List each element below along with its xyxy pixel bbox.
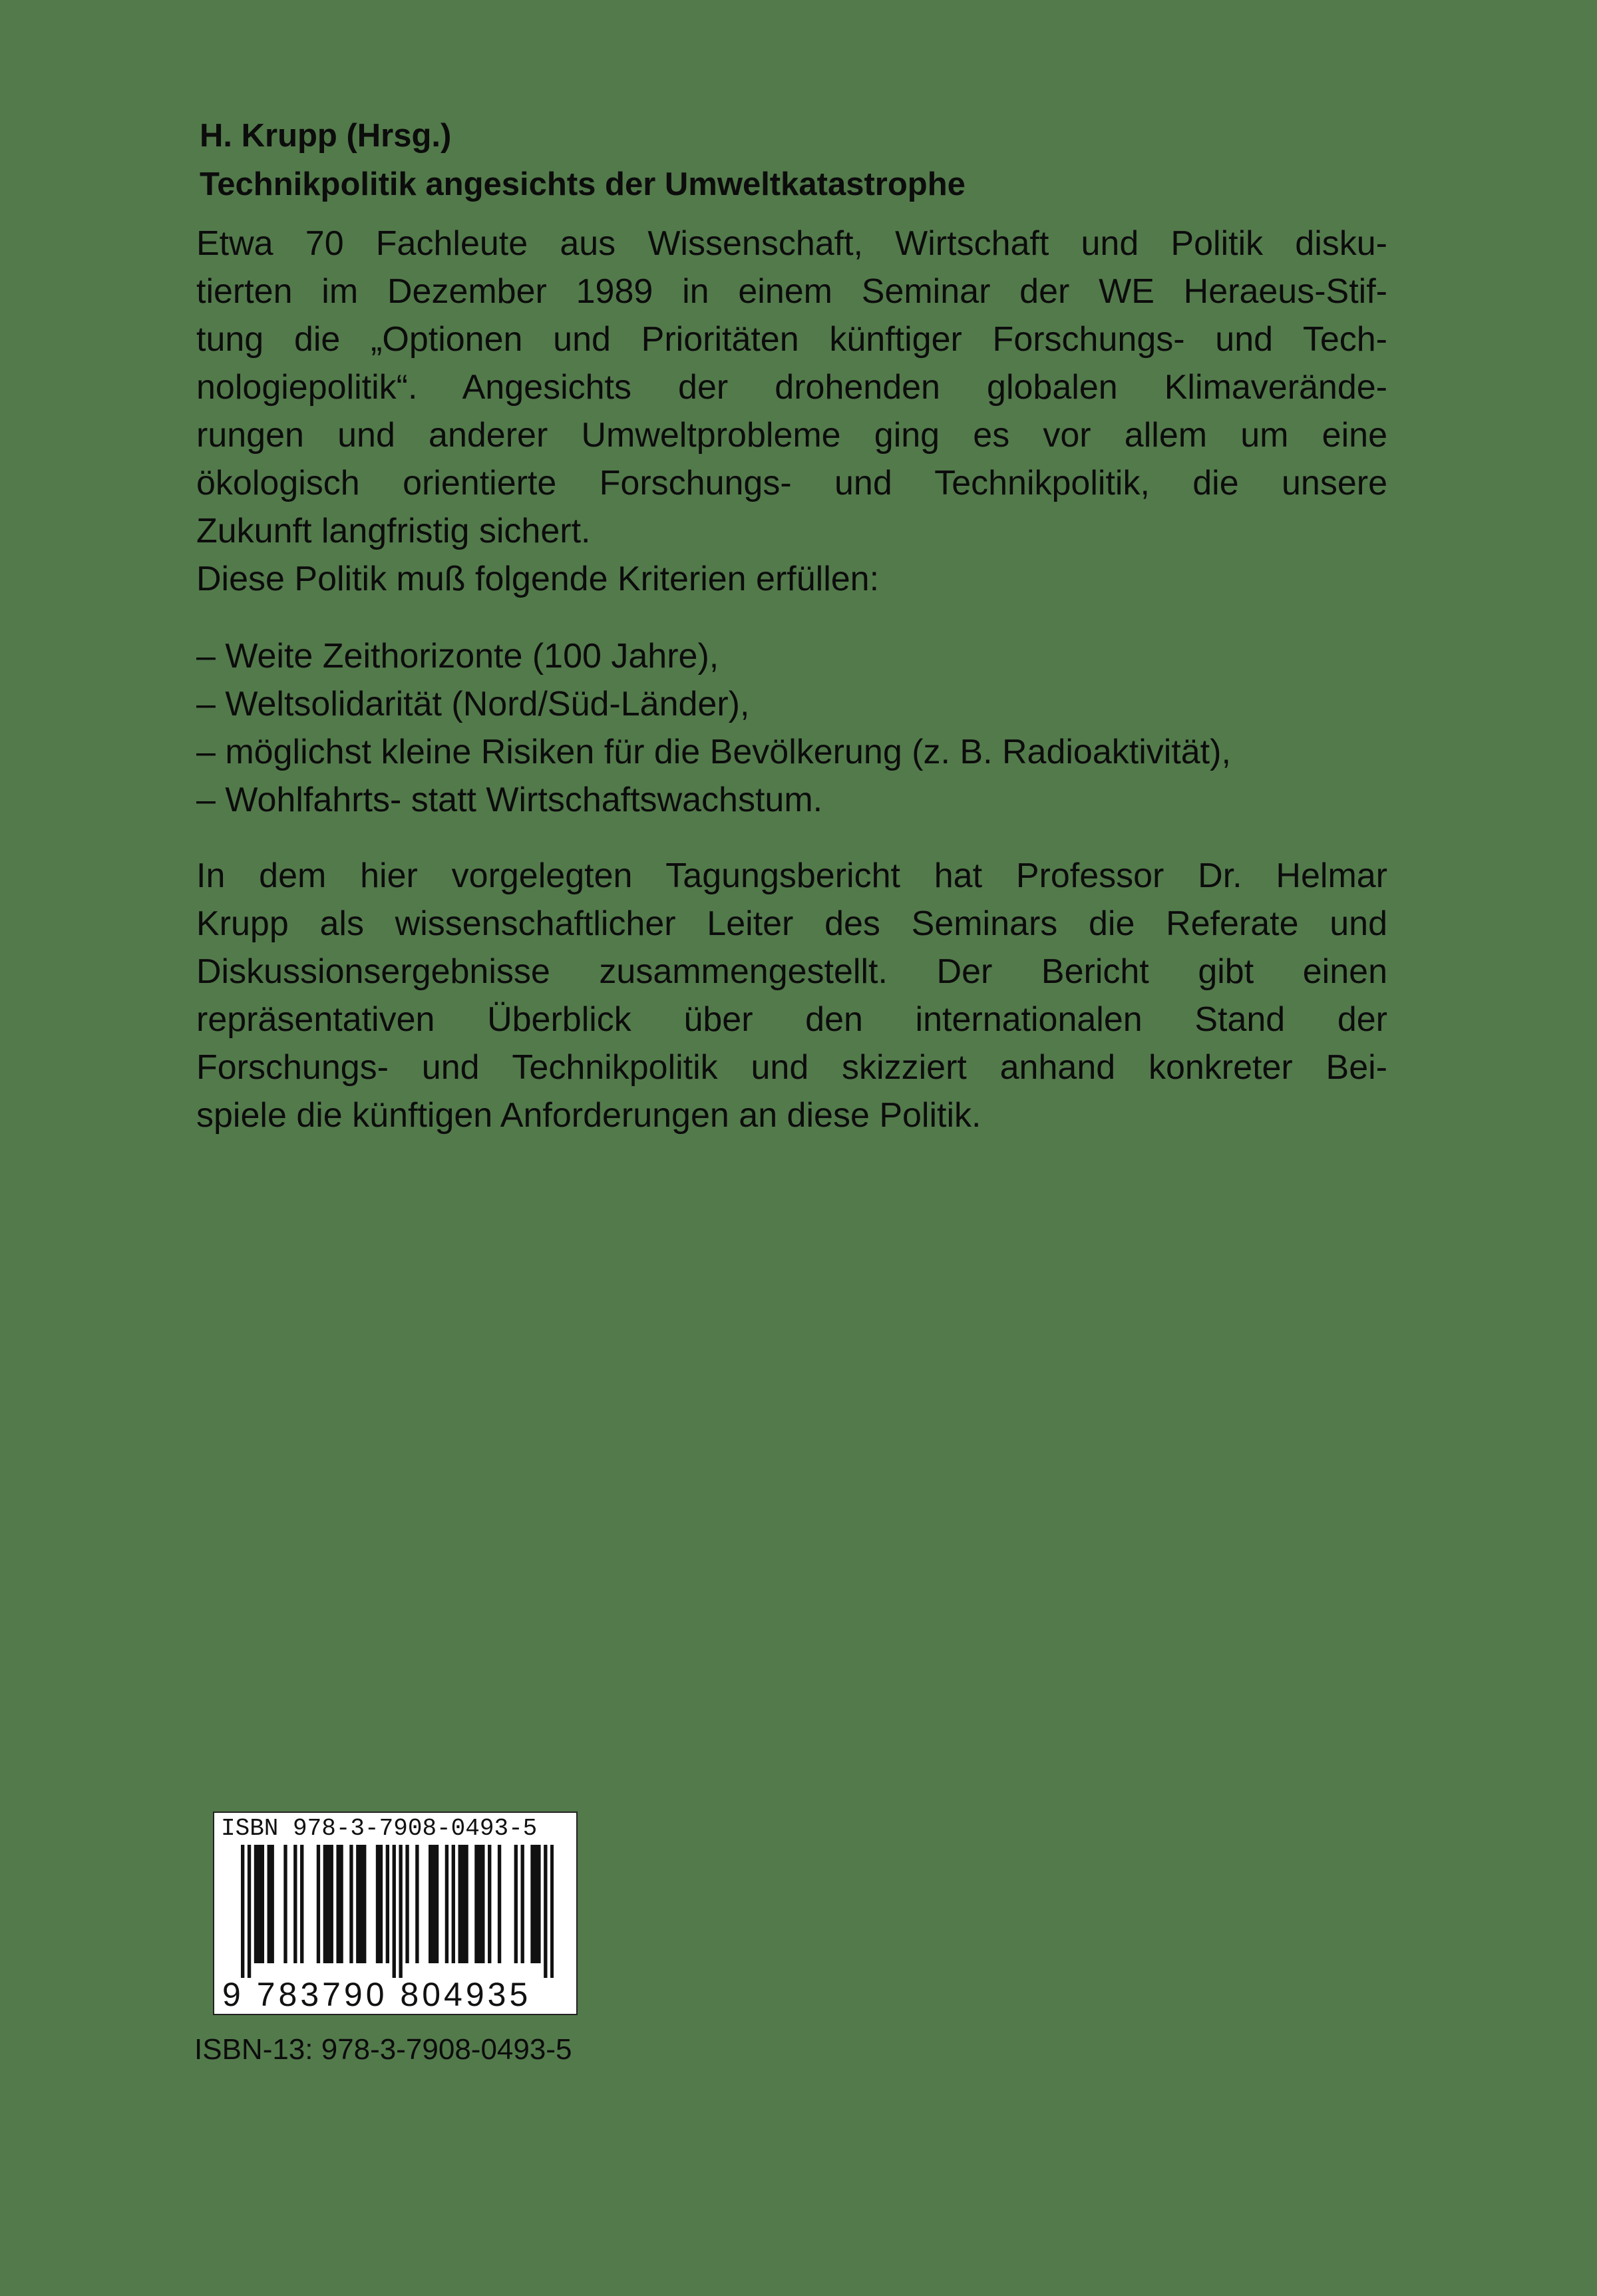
- barcode-bar: [379, 1845, 383, 1963]
- intro-paragraph: [196, 220, 1387, 603]
- barcode-bar: [339, 1845, 343, 1963]
- barcode-bar: [498, 1845, 501, 1963]
- barcode-bar: [481, 1845, 484, 1963]
- report-paragraph: [196, 852, 1387, 1139]
- intro-line: nologiepolitik“. Angesichts der drohenden globalen Klimaverände-: [196, 368, 1387, 407]
- report-line: Forschungs- und Technikpolitik und skizziert anhand konkreter Bei-: [196, 1048, 1387, 1087]
- barcode-bar: [415, 1845, 419, 1963]
- isbn-13: ISBN-13: 978-3-7908-0493-5: [194, 2033, 572, 2066]
- criteria-item: – Weltsolidarität (Nord/Süd-Länder),: [196, 685, 750, 723]
- report-line: repräsentativen Überblick über den internationalen Stand der: [196, 1000, 1387, 1039]
- barcode-bar: [267, 1845, 271, 1963]
- intro-line: Diese Politik muß folgende Kriterien erfüllen:: [196, 560, 880, 598]
- barcode-bar: [330, 1845, 333, 1963]
- barcode-bar: [317, 1845, 320, 1963]
- barcode-bar: [478, 1845, 481, 1963]
- barcode-bar: [405, 1845, 409, 1963]
- barcode-bar: [464, 1845, 468, 1963]
- barcode-bar: [461, 1845, 464, 1963]
- barcode-bar: [327, 1845, 330, 1963]
- barcode-bar: [283, 1845, 287, 1963]
- book-title: Technikpolitik angesichts der Umweltkatastrophe: [200, 166, 966, 202]
- report-line: In dem hier vorgelegten Tagungsbericht hat Professor Dr. Helmar: [196, 857, 1387, 895]
- barcode: [213, 1812, 578, 2015]
- intro-line: ökologisch orientierte Forschungs- und Technikpolitik, die unsere: [196, 464, 1387, 502]
- barcode-bar: [435, 1845, 439, 1963]
- barcode-bar: [254, 1845, 258, 1963]
- barcode-bar: [393, 1845, 396, 1978]
- barcode-bar: [537, 1845, 540, 1963]
- barcode-bar: [452, 1845, 455, 1963]
- intro-line: Etwa 70 Fachleute aus Wissenschaft, Wirtschaft und Politik disku-: [196, 224, 1387, 263]
- barcode-bar: [429, 1845, 432, 1963]
- barcode-bar: [356, 1845, 359, 1963]
- barcode-bar: [349, 1845, 353, 1963]
- barcode-bar: [399, 1845, 402, 1978]
- barcode-bar: [359, 1845, 363, 1963]
- barcode-bar: [521, 1845, 524, 1963]
- barcode-bar: [300, 1845, 303, 1963]
- intro-line: rungen und anderer Umweltprobleme ging es vor allem um eine: [196, 416, 1387, 455]
- barcode-bar: [336, 1845, 339, 1963]
- barcode-bar: [363, 1845, 366, 1963]
- criteria-item: – Weite Zeithorizonte (100 Jahre),: [196, 637, 719, 675]
- barcode-bar: [323, 1845, 327, 1963]
- barcode-bar: [241, 1845, 244, 1978]
- cover-heading: [200, 112, 1397, 209]
- intro-line: Zukunft langfristig sichert.: [196, 512, 591, 550]
- barcode-bar: [514, 1845, 518, 1963]
- barcode-bar: [271, 1845, 274, 1963]
- barcode-isbn-label: ISBN 978-3-7908-0493-5: [221, 1815, 538, 1842]
- barcode-bar: [550, 1845, 554, 1978]
- barcode-bar: [534, 1845, 537, 1963]
- barcode-bar: [474, 1845, 478, 1963]
- intro-line: tierten im Dezember 1989 in einem Seminar der WE Heraeus-Stif-: [196, 272, 1387, 311]
- criteria-item: – möglichst kleine Risiken für die Bevölkerung (z. B. Radioaktivität),: [196, 733, 1231, 771]
- intro-line: tung die „Optionen und Prioritäten künftiger Forschungs- und Tech-: [196, 320, 1387, 359]
- barcode-bar: [544, 1845, 547, 1978]
- criteria-item: – Wohlfahrts- statt Wirtschaftswachstum.: [196, 781, 823, 819]
- barcode-bars: [241, 1845, 554, 1978]
- barcode-bar: [248, 1845, 251, 1978]
- barcode-bar: [376, 1845, 379, 1963]
- barcode-bar: [258, 1845, 261, 1963]
- report-line: spiele die künftigen Anforderungen an diese Politik.: [196, 1096, 981, 1135]
- barcode-bar: [293, 1845, 297, 1963]
- barcode-bar: [261, 1845, 264, 1963]
- barcode-bar: [458, 1845, 462, 1963]
- barcode-digits: 9 783790 804935: [222, 1976, 532, 2013]
- report-line: Krupp als wissenschaftlicher Leiter des Seminars die Referate und: [196, 904, 1387, 943]
- barcode-bar: [432, 1845, 435, 1963]
- barcode-bar: [386, 1845, 389, 1963]
- barcode-bar: [445, 1845, 448, 1963]
- barcode-bar: [530, 1845, 534, 1963]
- report-line: Diskussionsergebnisse zusammengestellt. Der Bericht gibt einen: [196, 952, 1387, 991]
- barcode-bar: [488, 1845, 491, 1963]
- editor-name: H. Krupp (Hrsg.): [200, 118, 452, 154]
- criteria-list: [196, 632, 1387, 824]
